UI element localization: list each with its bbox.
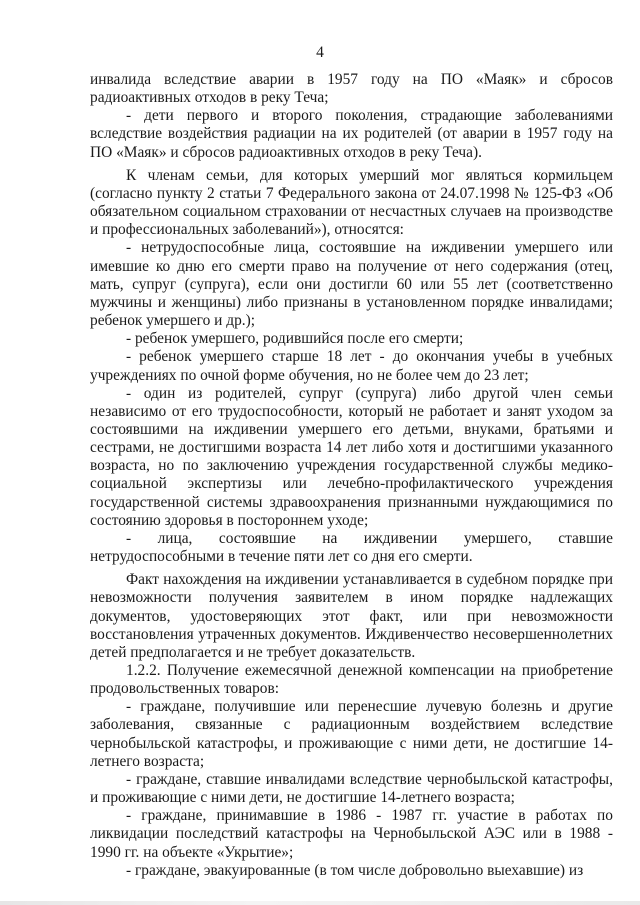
scan-bottom-edge: [0, 901, 640, 905]
list-item-became-disabled: - лица, состоявшие на иждивении умершего, ставшие нетрудоспособными в течение пяти лет со дня его смерти.: [90, 529, 613, 566]
document-body: [90, 71, 613, 880]
paragraph-dependency-fact: Факт нахождения на иждивении устанавливается в судебном порядке при невозможности получения заявителем в ином порядке надлежащих документов, удостоверяющих этот факт, или при невозможности восстановления утраченных документов. Иждивенчество несовершеннолетних детей предполагается и не требует доказательств.: [90, 571, 613, 661]
list-item-children-radiation: - дети первого и второго поколения, страдающие заболеваниями вследствие воздействия радиации на их родителей (от аварии в 1957 году на ПО «Маяк» и сбросов радиоактивных отходов в реку Теча).: [90, 107, 613, 161]
paragraph-continuation: инвалида вследствие аварии в 1957 году на ПО «Маяк» и сбросов радиоактивных отходов в реку Теча;: [90, 71, 613, 107]
list-item-chernobyl-disabled: - граждане, ставшие инвалидами вследствие чернобыльской катастрофы, и проживающие с ними дети, не достигшие 14-летнего возраста;: [90, 770, 613, 807]
list-item-liquidators: - граждане, принимавшие в 1986 - 1987 гг. участие в работах по ликвидации последствий катастрофы на Чернобыльской АЭС или в 1988 - 1990 гг. на объекте «Укрытие»;: [90, 807, 613, 861]
list-item-evacuated: - граждане, эвакуированные (в том числе добровольно выехавшие) из: [126, 861, 584, 879]
page-number: 4: [316, 44, 324, 61]
paragraph-family-members: К членам семьи, для которых умерший мог являться кормильцем (согласно пункту 2 статьи 7 Федерального закона от 24.07.1998 № 125-ФЗ «Об обязательном социальном страховании от несчастных случаев на производстве и профессиональных заболеваний»), относятся:: [90, 166, 613, 239]
list-item-caregiver: - один из родителей, супруг (супруга) либо другой член семьи независимо от его трудоспособности, который не работает и занят уходом за состоявшими на иждивении умершего его детьми, внуками, братьями и сестрами, не достигшими возраста 14 лет либо хотя и достигшими указанного возраста, но по заключению учреждения государственной службы медико-социальной экспертизы или лечебно-профилактического учреждения государственной системы здравоохранения признанными нуждающимися по состоянию здоровья в постороннем уходе;: [90, 384, 613, 529]
list-item-posthumous-child: - ребенок умершего, родившийся после его смерти;: [126, 330, 464, 348]
list-item-disabled-dependents: - нетрудоспособные лица, состоявшие на иждивении умершего или имевшие ко дню его смерти право на получение от него содержания (отец, мать, супруг (супруга), если они достигли 60 или 55 лет (соответственно мужчины и женщины) либо признаны в установленном порядке инвалидами; ребенок умершего и др.);: [90, 239, 613, 330]
list-item-student-child: - ребенок умершего старше 18 лет - до окончания учебы в учебных учреждениях по очной форме обучения, но не более чем до 23 лет;: [90, 348, 613, 384]
section-heading-1-2-2: 1.2.2. Получение ежемесячной денежной компенсации на приобретение продовольственных товаров:: [90, 662, 613, 698]
list-item-radiation-sickness: - граждане, получившие или перенесшие лучевую болезнь и другие заболевания, связанные с радиационным воздействием вследствие чернобыльской катастрофы, и проживающие с ними дети, не достигшие 14-летнего возраста;: [90, 698, 613, 770]
